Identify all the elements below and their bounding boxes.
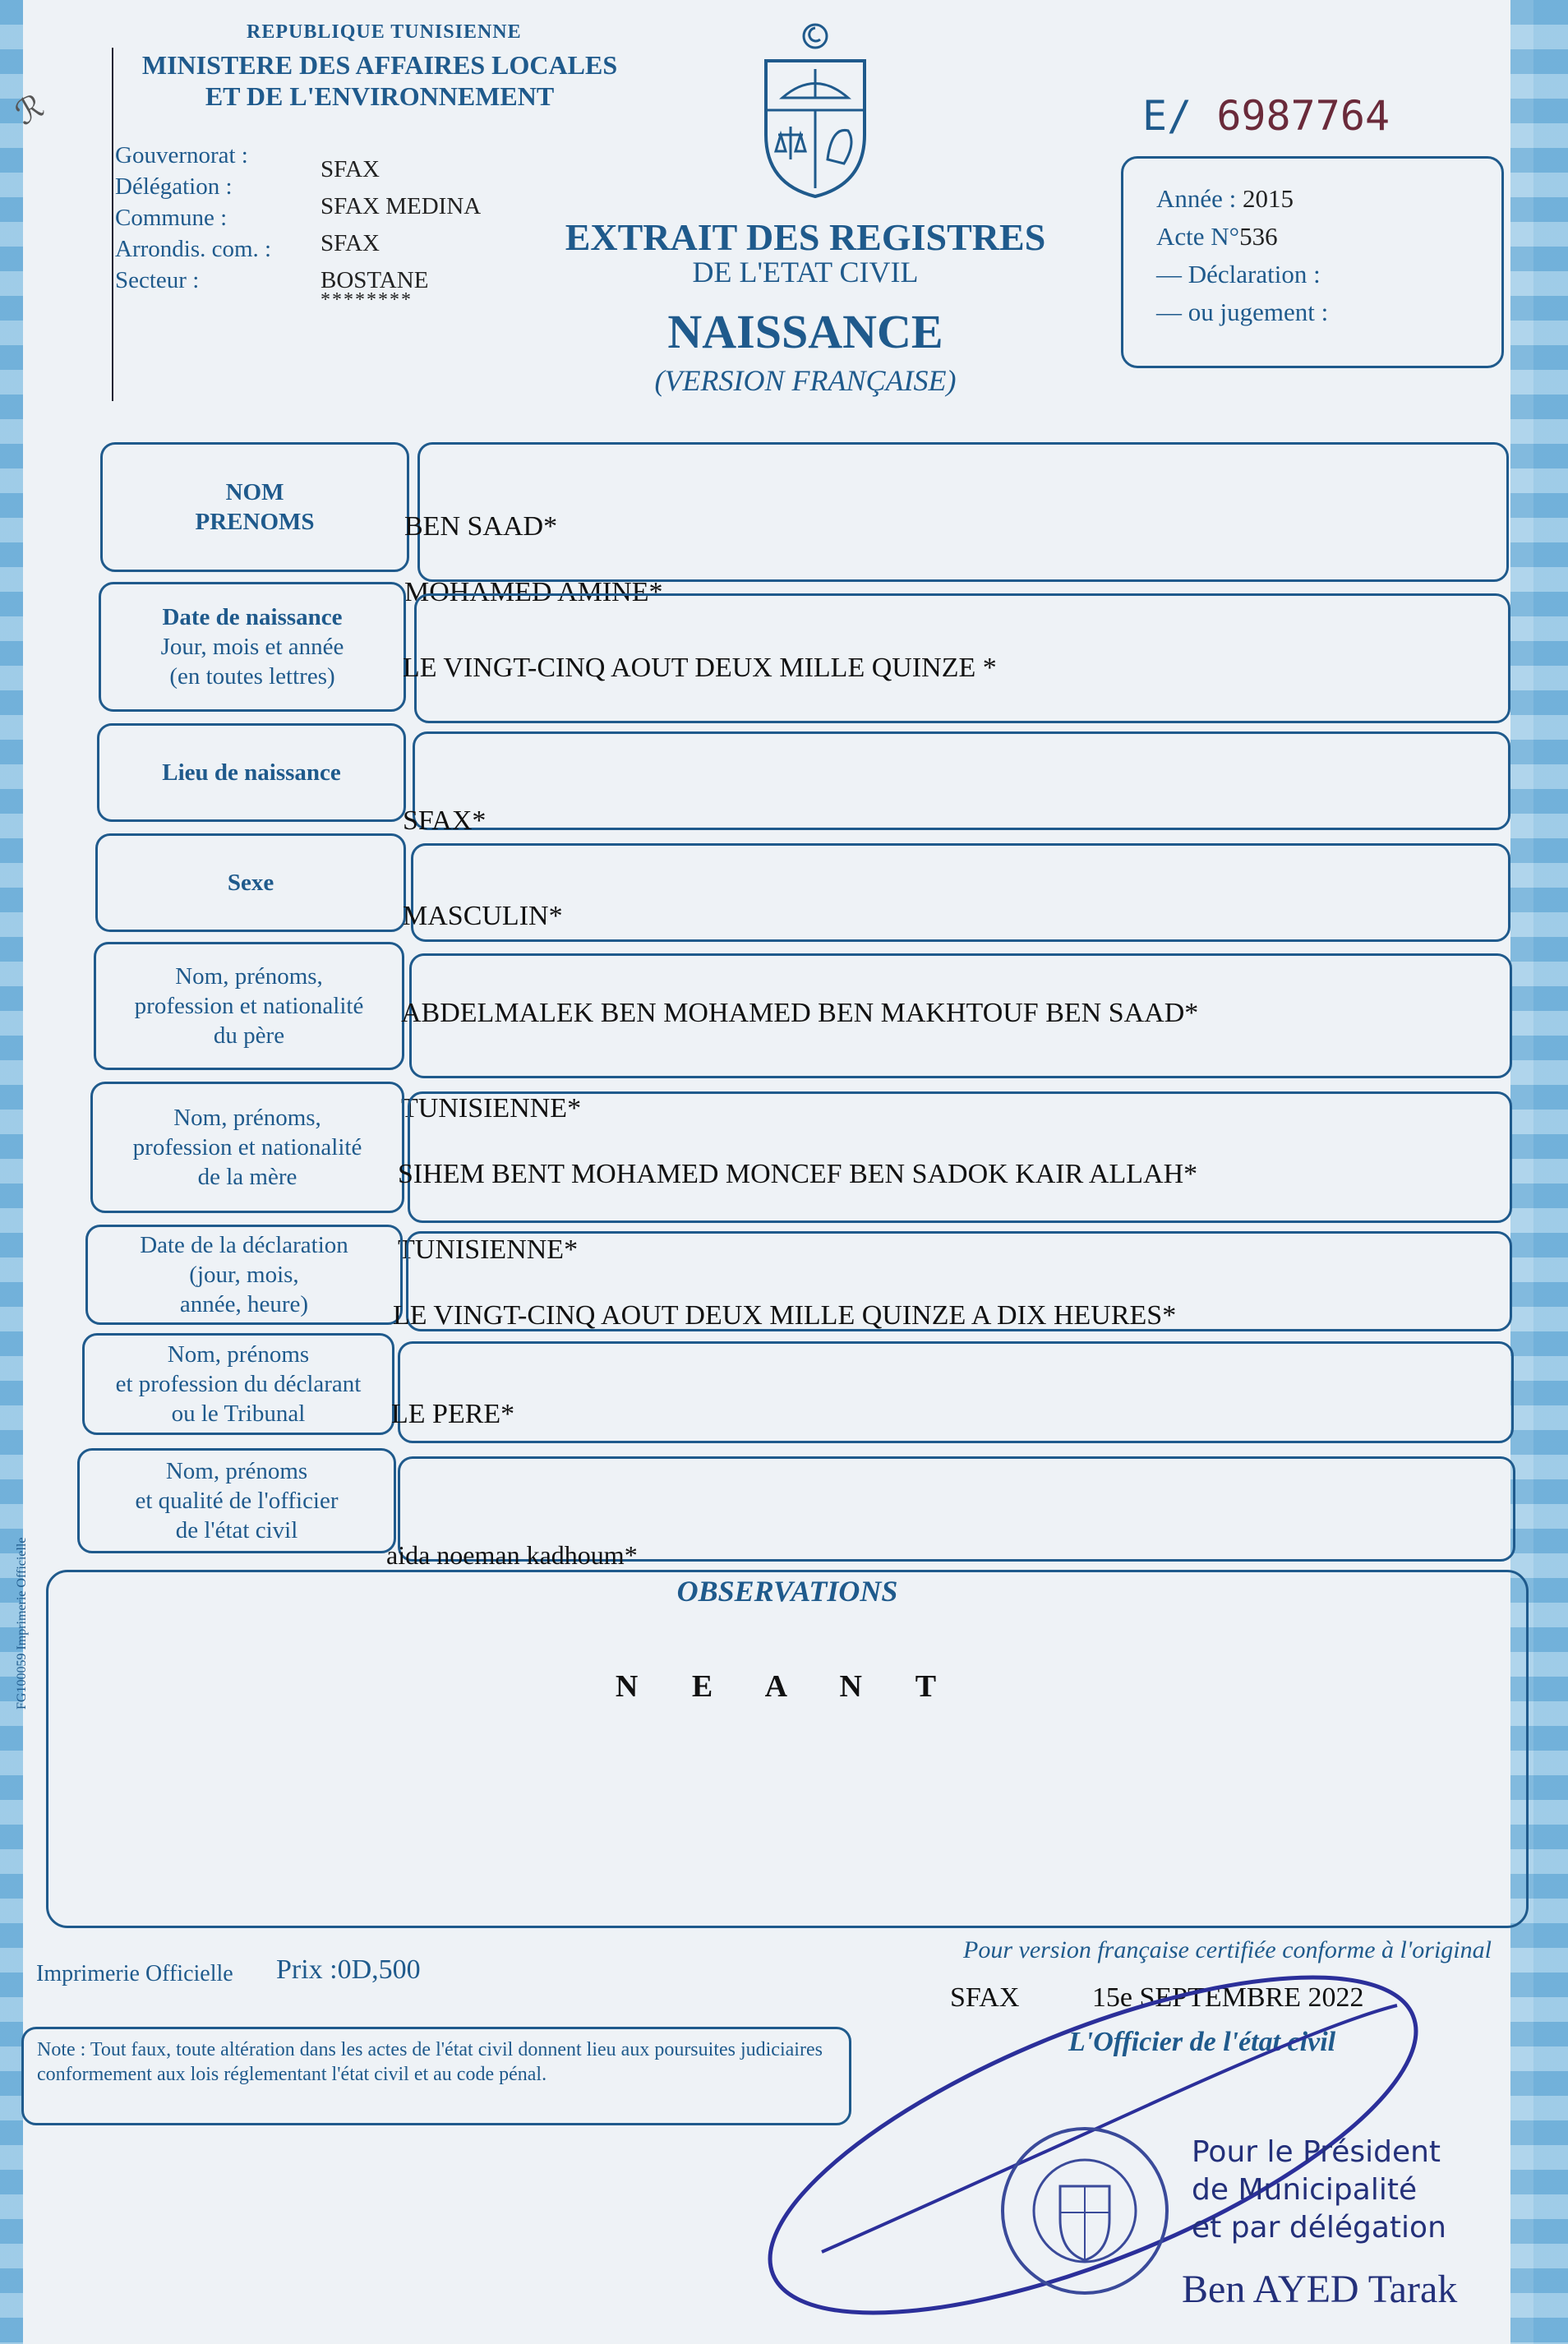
issue-place: SFAX	[950, 1982, 1020, 2013]
declaration-label: — Déclaration :	[1156, 260, 1321, 288]
annee-line	[1156, 180, 1328, 218]
ministry-line-2: ET DE L'ENVIRONNEMENT	[205, 81, 555, 111]
pere-value: ABDELMALEK BEN MOHAMED BEN MAKHTOUF BEN SAAD*	[401, 998, 1199, 1028]
side-print-code: FG100059 Imprimerie Officielle	[15, 1537, 29, 1710]
declaration-date-value: LE VINGT-CINQ AOUT DEUX MILLE QUINZE A DIX HEURES*	[393, 1300, 1177, 1331]
right-decorative-border	[1510, 0, 1568, 2344]
serial-value: 6987764	[1216, 92, 1390, 140]
date-label-2: Jour, mois et année	[160, 634, 344, 660]
declarant-field	[398, 1341, 1514, 1443]
observations-text: N E A N T	[615, 1669, 960, 1704]
declarant-label-3: ou le Tribunal	[171, 1400, 306, 1427]
decl-label-3: année, heure)	[179, 1291, 309, 1317]
signatory-name: Ben AYED Tarak	[1182, 2268, 1458, 2311]
sexe-label: Sexe	[95, 833, 406, 932]
decl-label-2: (jour, mois,	[189, 1262, 299, 1288]
acte-label: Acte N°	[1156, 222, 1240, 251]
secteur-value: BOSTANE	[321, 267, 429, 293]
mere-label-3: de la mère	[197, 1164, 297, 1190]
stars-mark: ********	[321, 289, 413, 311]
officier-label-2: et qualité de l'officier	[135, 1488, 339, 1514]
pere-label-3: du père	[213, 1022, 285, 1049]
republic-label: REPUBLIQUE TUNISIENNE	[247, 21, 522, 43]
date-naissance-value: LE VINGT-CINQ AOUT DEUX MILLE QUINZE *	[403, 653, 997, 683]
officier-value: aida noeman kadhoum*	[386, 1540, 638, 1570]
admin-values	[321, 151, 481, 299]
serial-number	[1142, 92, 1390, 140]
tunisia-coat-of-arms-icon	[749, 20, 881, 201]
lieu-naissance-value: SFAX*	[403, 805, 487, 836]
officier-label	[77, 1448, 396, 1553]
date-label-1: Date de naissance	[162, 604, 343, 630]
lieu-naissance-field	[413, 731, 1510, 830]
delegation-label: Délégation :	[115, 173, 233, 200]
ministry-heading	[133, 49, 626, 112]
arrondissement-value: SFAX	[321, 230, 380, 256]
officier-label-3: de l'état civil	[175, 1517, 298, 1543]
pere-label	[94, 942, 404, 1070]
legal-note: Note : Tout faux, toute altération dans les actes de l'état civil donnent lieu aux poursuites judiciaires conformement aux lois réglementant l'état civil et au code pénal.	[21, 2027, 851, 2125]
admin-labels	[115, 140, 271, 296]
issue-date: 15e SEPTEMBRE 2022	[1091, 1982, 1364, 2013]
serial-prefix: E/	[1142, 92, 1192, 140]
lieu-naissance-label: Lieu de naissance	[97, 723, 406, 822]
pere-label-1: Nom, prénoms,	[175, 963, 323, 990]
mere-label-2: profession et nationalité	[132, 1134, 362, 1160]
mere-label-1: Nom, prénoms,	[173, 1105, 321, 1131]
declarant-label	[82, 1333, 394, 1435]
stamp-line-1: Pour le Président	[1192, 2135, 1441, 2169]
nom-prenoms-label	[100, 442, 409, 572]
stamp-line-3: et par délégation	[1192, 2211, 1446, 2245]
date-label-3: (en toutes lettres)	[169, 663, 335, 690]
declarant-label-2: et profession du déclarant	[115, 1371, 362, 1397]
delegation-stamp	[1192, 2134, 1446, 2247]
gouvernorat-label: Gouvernorat :	[115, 142, 248, 168]
ministry-line-1: MINISTERE DES AFFAIRES LOCALES	[141, 50, 618, 80]
declaration-date-label	[85, 1225, 403, 1325]
commune-label: Commune :	[115, 205, 228, 231]
gouvernorat-value: SFAX	[321, 156, 380, 182]
sexe-field	[411, 843, 1510, 942]
act-info-box	[1121, 156, 1504, 368]
municipality-stamp-icon	[994, 2120, 1175, 2301]
nom-value: BEN SAAD*	[404, 511, 558, 542]
stamp-line-2: de Municipalité	[1192, 2173, 1418, 2207]
observations-title: OBSERVATIONS	[676, 1575, 898, 1608]
document-title-naissance: NAISSANCE	[667, 305, 943, 358]
officier-title: L'Officier de l'état civil	[1068, 2027, 1336, 2057]
handwritten-mark: ℛ	[8, 87, 51, 132]
secteur-label: Secteur :	[115, 267, 200, 293]
certified-copy-text: Pour version française certifiée conforme à l'original	[963, 1936, 1492, 1963]
date-naissance-label	[99, 582, 406, 712]
prix-label: Prix :0D,500	[276, 1954, 421, 1985]
prenoms-value: MOHAMED AMINE*	[404, 577, 663, 607]
header-divider	[112, 48, 113, 401]
document-title-version: (VERSION FRANÇAISE)	[654, 364, 957, 397]
pere-label-2: profession et nationalité	[134, 993, 364, 1019]
acte-value: 536	[1239, 222, 1278, 251]
declarant-label-1: Nom, prénoms	[167, 1341, 310, 1368]
jugement-label: — ou jugement :	[1156, 298, 1329, 326]
observations-box	[46, 1570, 1529, 1928]
nom-prenoms-field	[417, 442, 1509, 582]
document-title-line2: DE L'ETAT CIVIL	[692, 256, 919, 288]
mere-label	[90, 1082, 404, 1213]
prenoms-label: PRENOMS	[195, 509, 315, 535]
officier-label-1: Nom, prénoms	[165, 1458, 308, 1484]
mere-nationalite-value: TUNISIENNE*	[398, 1234, 579, 1265]
nom-label: NOM	[225, 479, 284, 505]
pere-nationalite-value: TUNISIENNE*	[401, 1093, 582, 1124]
annee-label: Année :	[1156, 184, 1237, 213]
delegation-value: SFAX MEDINA	[321, 193, 482, 219]
declarant-value: LE PERE*	[391, 1399, 515, 1429]
imprimerie-label: Imprimerie Officielle	[36, 1961, 233, 1986]
document-title-line1: EXTRAIT DES REGISTRES	[565, 216, 1046, 258]
mere-value: SIHEM BENT MOHAMED MONCEF BEN SADOK KAIR ALLAH*	[398, 1159, 1198, 1189]
annee-value: 2015	[1243, 184, 1294, 213]
arrondissement-label: Arrondis. com. :	[115, 236, 272, 262]
sexe-value: MASCULIN*	[403, 901, 563, 931]
mere-field	[408, 1091, 1512, 1223]
decl-label-1: Date de la déclaration	[140, 1232, 348, 1258]
acte-line	[1156, 218, 1328, 256]
